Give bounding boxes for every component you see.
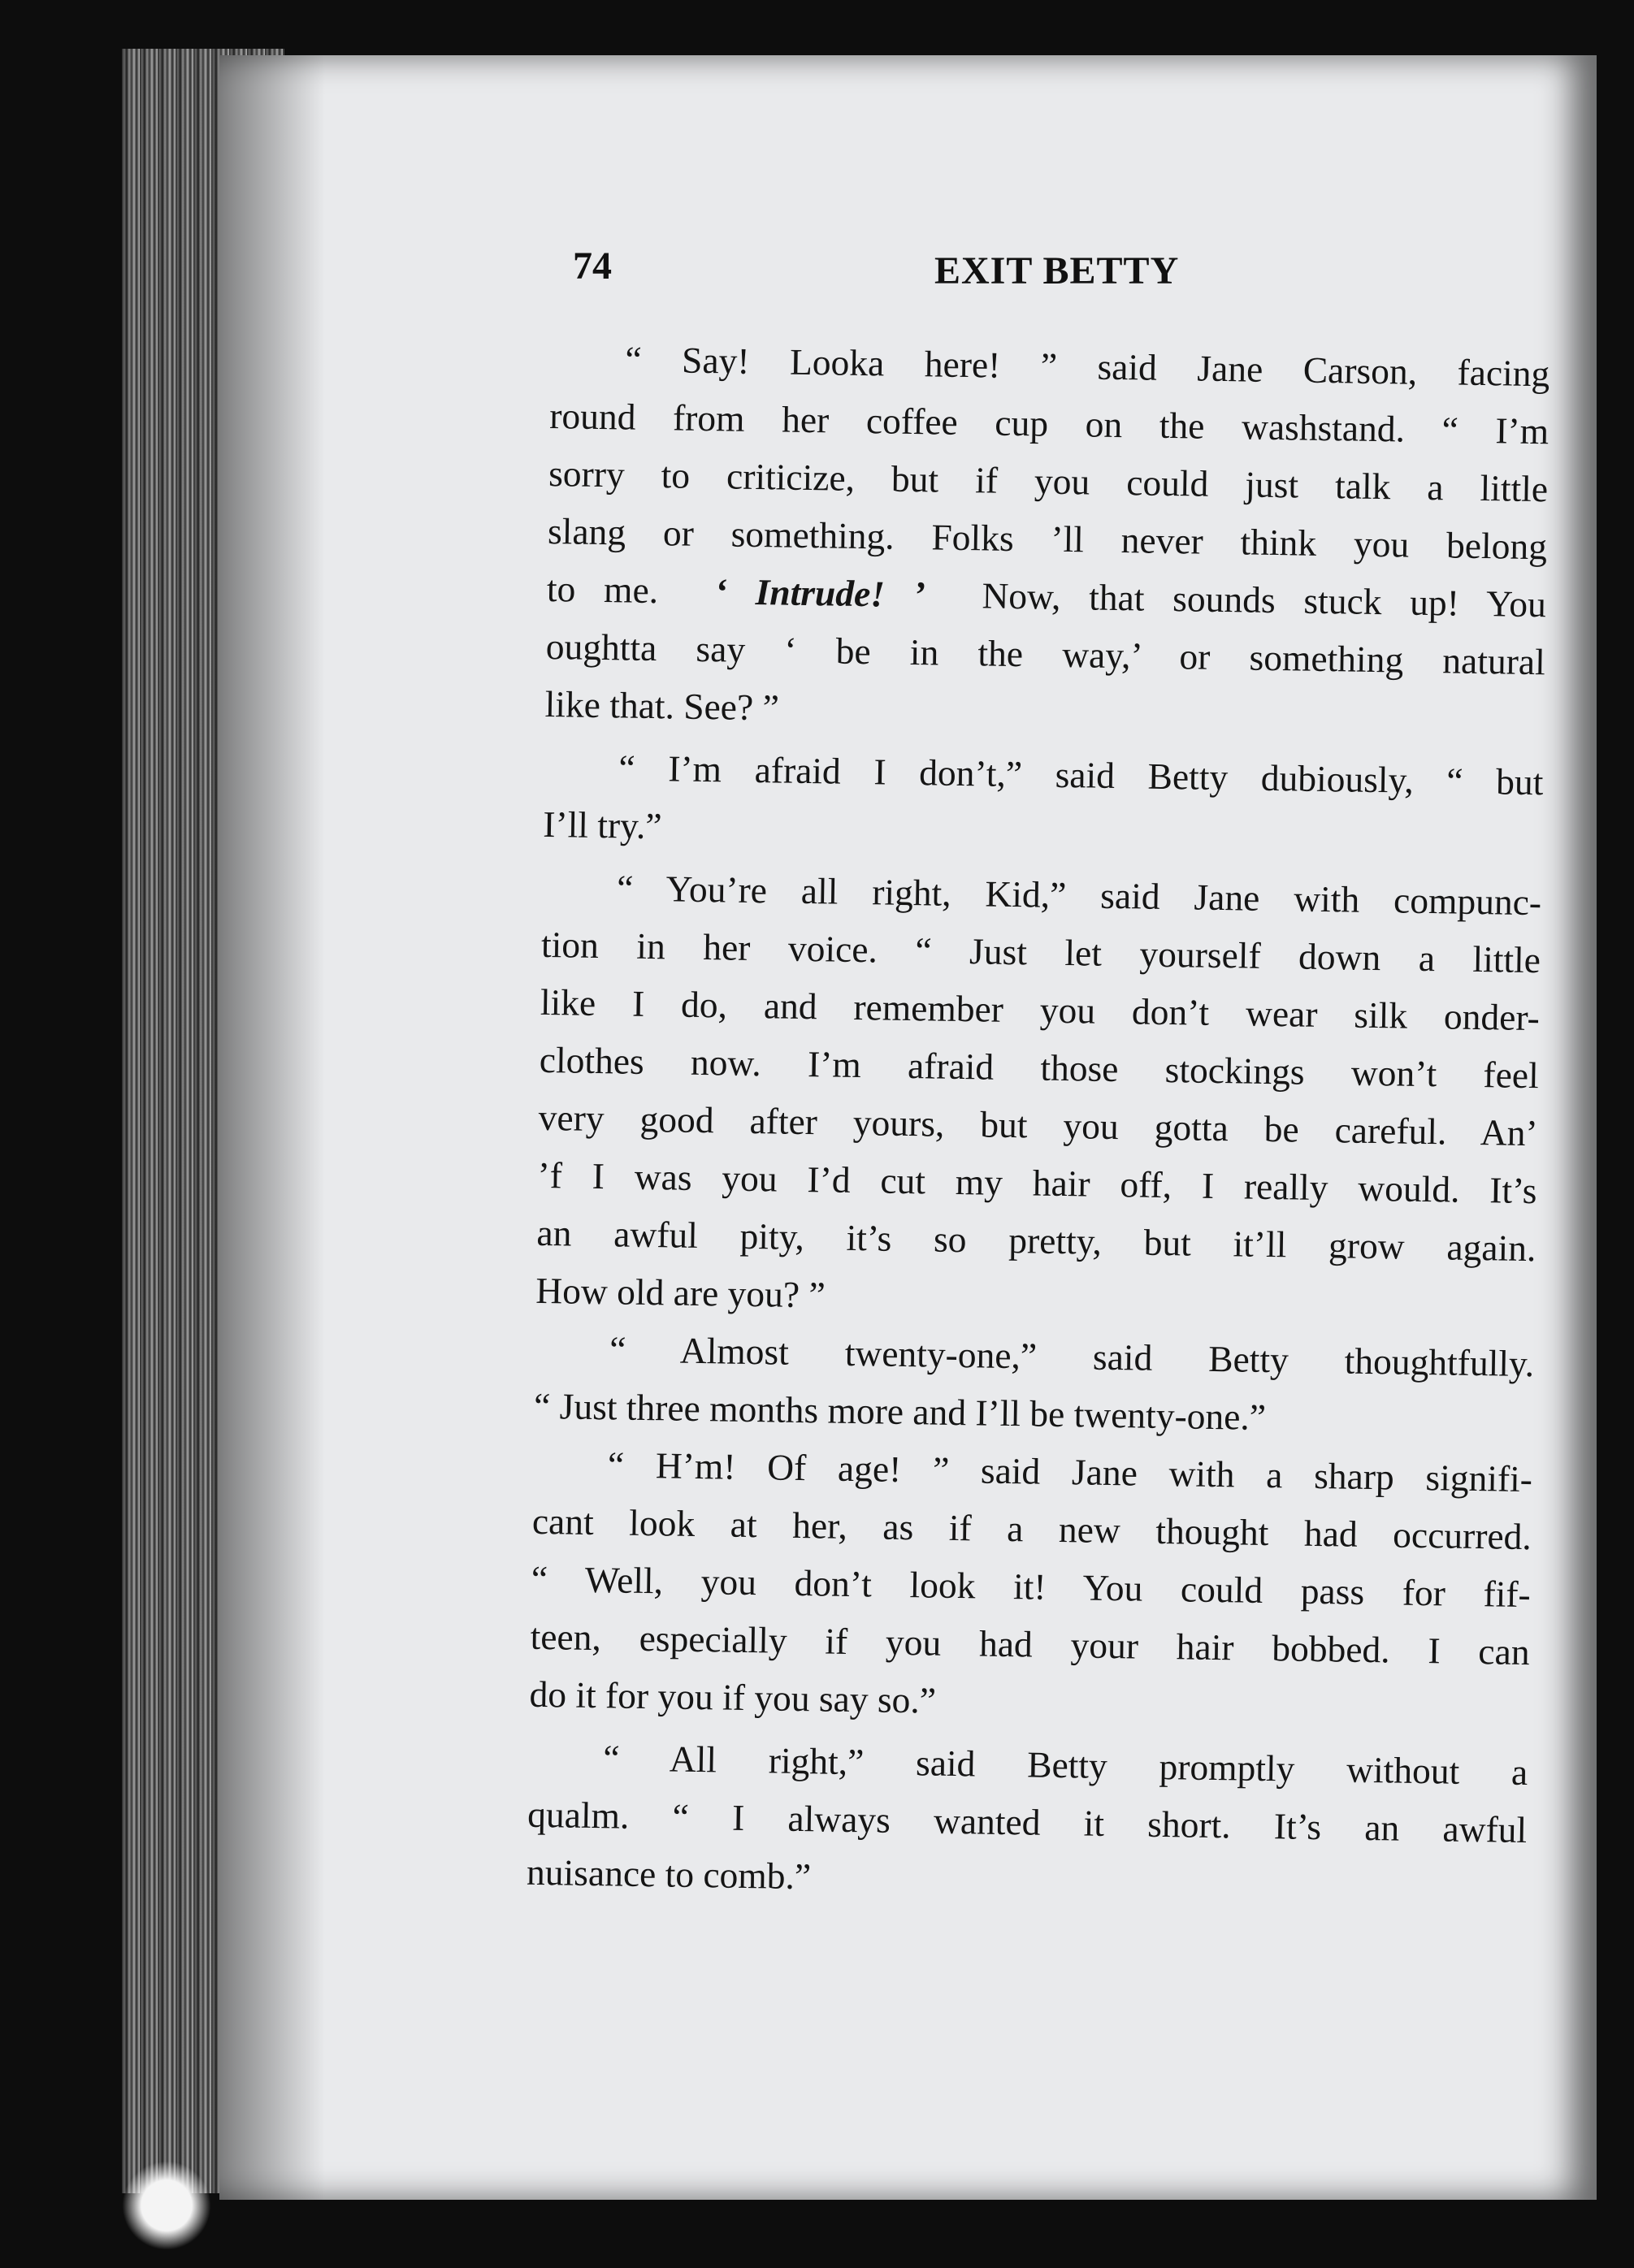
text-line: “ Say! Looka here! ” said Jane Carson, facing: [625, 338, 1550, 395]
text-line: “ Just three months more and I’ll be twenty-one.”: [533, 1384, 1267, 1438]
text-line: teen, especially if you had your hair bobbed. I can: [530, 1615, 1530, 1673]
text-line: cant look at her, as if a new thought had occurred.: [531, 1500, 1532, 1558]
text-line: How old are you? ”: [535, 1269, 826, 1316]
text-line: clothes now. I’m afraid those stockings won’t feel: [539, 1038, 1540, 1097]
gutter-shadow: [219, 55, 325, 2200]
text-line: qualm. “ I always wanted it short. It’s an awful: [527, 1793, 1528, 1851]
paper-blot: [122, 2161, 211, 2250]
text-line: sorry to criticize, but if you could just talk a little: [548, 452, 1549, 510]
running-head: EXIT BETTY: [934, 249, 1180, 292]
text-line: “ You’re all right, Kid,” said Jane with compunc-: [616, 867, 1542, 924]
text-line: “ Almost twenty-one,” said Betty thoughtfully.: [609, 1328, 1535, 1385]
page-header: [573, 244, 1556, 309]
text-line: “ All right,” said Betty promptly without a: [602, 1737, 1528, 1794]
page-number: 74: [573, 245, 612, 288]
text-line: very good after yours, but you gotta be careful. An’: [538, 1096, 1539, 1154]
text-line: round from her coffee cup on the washstand. “ I’m: [548, 394, 1549, 452]
text-line: oughtta say ‘ be in the way,’ or something natural: [545, 625, 1546, 683]
body-text: [527, 329, 1550, 1916]
text-line: nuisance to comb.”: [526, 1850, 812, 1898]
text-line: an awful pity, it’s so pretty, but it’ll grow again.: [536, 1211, 1536, 1270]
text-line: slang or something. Folks ’ll never think you belong: [547, 509, 1548, 568]
text-fragment: Now, that sounds stuck up! You: [982, 574, 1547, 625]
italic-word: ‘ Intrude! ’: [714, 570, 926, 616]
text-line: do it for you if you say so.”: [529, 1673, 937, 1721]
text-fragment: to me.: [546, 567, 659, 612]
text-line: “ Well, you don’t look it! You could pass for fif-: [531, 1557, 1532, 1616]
text-line: ’f I was you I’d cut my hair off, I really would. It’s: [537, 1153, 1537, 1212]
text-line: like that. See? ”: [544, 682, 780, 729]
text-line: I’ll try.”: [543, 803, 662, 847]
text-line: like I do, and remember you don’t wear silk onder-: [540, 980, 1541, 1039]
text-line: tion in her voice. “ Just let yourself down a little: [540, 923, 1541, 981]
text-line: “ I’m afraid I don’t,” said Betty dubiously, “ but: [618, 747, 1544, 803]
text-line: “ H’m! Of age! ” said Jane with a sharp signifi-: [607, 1443, 1533, 1500]
